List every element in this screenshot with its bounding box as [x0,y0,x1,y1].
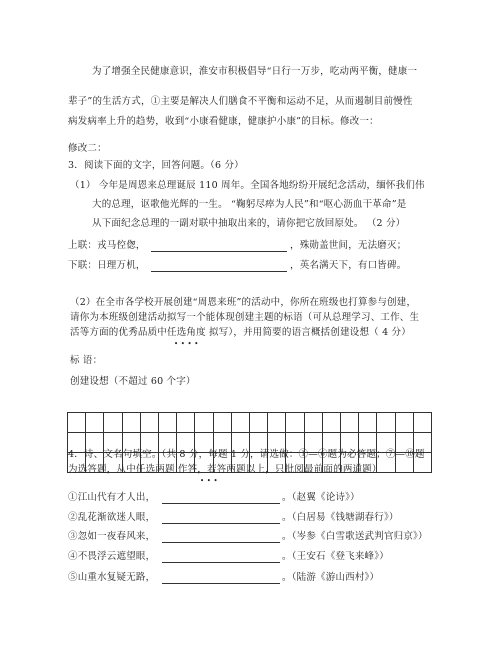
verse-source-1: 。（赵翼《论诗》） [282,492,360,503]
q3-part1-line-2: 大的总理，讴歌他光辉的一生。 “鞠躬尽瘁为人民”和“呕心沥血干革命”是 [92,199,407,210]
verse-prompt-3: ③忽如一夜春风来， [68,531,156,542]
verse-blank-5[interactable] [162,583,280,584]
slogan-label: 标 语： [70,355,103,366]
edit-two-label: 修改二： [68,143,107,154]
verse-blank-1[interactable] [162,503,280,504]
lower-couplet-label: 下联：日理万机， [68,260,146,271]
lower-couplet-end: ，英名满天下，有口皆碑。 [290,260,407,271]
upper-couplet-label: 上联：戎马倥偬， [68,240,146,251]
q3-part2-line-1: （2）在全市各学校开展创建“周恩来班”的活动中，你所在班级也打算参与创建， [70,297,417,308]
q3-part1-line-1: （1） 今年是周恩来总理诞辰 110 周年。全国各地纷纷开展纪念活动，缅怀我们伟 [70,180,425,191]
verse-blank-3[interactable] [162,542,280,543]
idea-label: 创建设想（不超过 60 个字） [70,376,196,387]
intro-line-1: 为了增强全民健康意识，淮安市积极倡导“日行一万步，吃动两平衡，健康一 [92,66,418,77]
q3-title: 3．阅读下面的文字，回答问题。（6 分） [68,160,244,171]
verse-prompt-1: ①江山代有才人出， [68,492,156,503]
emphasis-dots-2: • • • [200,477,218,485]
upper-couplet-end: ，殊勋盖世间，无法磨灭； [290,240,407,251]
verse-source-4: 。（王安石《登飞来峰》） [282,551,389,562]
verse-prompt-4: ④不畏浮云遮望眼， [68,551,156,562]
verse-source-2: 。（白居易《钱塘湖春行》） [282,512,399,523]
intro-line-3: 病发病率上升的趋势，收到“小康看健康，健康护小康”的目标。修改一： [68,116,379,127]
upper-couplet-blank[interactable] [151,251,287,252]
emphasis-dots-1: • • • • [174,340,199,348]
q3-part1-line-3: 从下面纪念总理的一副对联中抽取出来的，请你把它放回原处。 （2 分） [92,218,406,229]
verse-prompt-5: ⑤山重水复疑无路， [68,572,156,583]
verse-blank-2[interactable] [162,523,280,524]
lower-couplet-blank[interactable] [151,271,287,272]
q4-title-line-1: 4．诗、文名句填空。（共 8 分，每题 1 分，请选做：①—⑥题为必答题；⑦—⑩题 [68,449,425,460]
verse-source-5: 。（陆游《游山西村》） [282,572,380,583]
q3-part2-line-2: 请你为本班级创建活动拟写一个能体现创建主题的标语（可从总理学习、工作、生 [70,312,420,323]
verse-blank-4[interactable] [162,562,280,563]
verse-source-3: 。（岑参《白雪歌送武判官归京》） [282,531,428,542]
intro-line-2: 辈子”的生活方式，①主要是解决人们膳食不平衡和运动不足，从而遏制目前慢性 [68,96,413,107]
q4-title-line-2: 为选答题，从中任选两题 作答，若答两题以上，只批阅最前面的两道题） [68,464,382,475]
q3-part2-line-3: 活等方面的优秀品质中任选角度 拟写），并用简要的语言概括创建设想（ 4 分） [70,327,411,338]
verse-prompt-2: ②乱花渐欲迷人眼， [68,512,156,523]
